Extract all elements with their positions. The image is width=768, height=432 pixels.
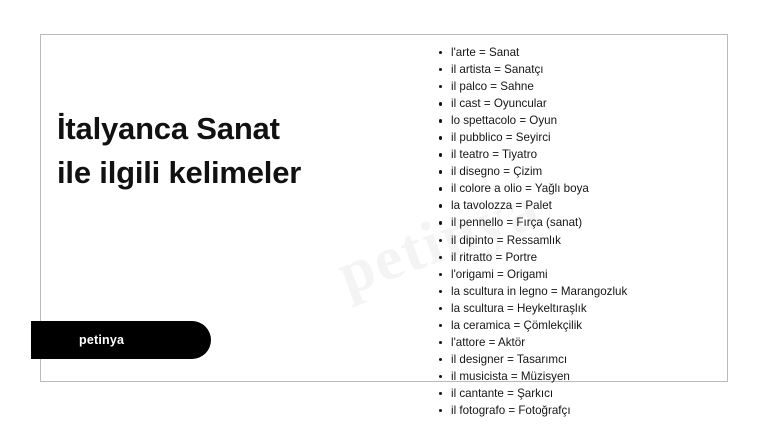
title-block <box>57 107 457 195</box>
word-list <box>437 44 709 419</box>
list-item: il designer = Tasarımcı <box>437 351 709 368</box>
list-item: il palco = Sahne <box>437 78 709 95</box>
list-item: il colore a olio = Yağlı boya <box>437 180 709 197</box>
list-item: l'arte = Sanat <box>437 44 709 61</box>
list-item: il ritratto = Portre <box>437 249 709 266</box>
list-item: l'origami = Origami <box>437 266 709 283</box>
list-item: il dipinto = Ressamlık <box>437 232 709 249</box>
list-item: la tavolozza = Palet <box>437 197 709 214</box>
list-item: il fotografo = Fotoğrafçı <box>437 402 709 419</box>
list-item: il teatro = Tiyatro <box>437 146 709 163</box>
list-item: il pennello = Fırça (sanat) <box>437 214 709 231</box>
list-item: la scultura in legno = Marangozluk <box>437 283 709 300</box>
list-item: lo spettacolo = Oyun <box>437 112 709 129</box>
list-item: la ceramica = Çömlekçilik <box>437 317 709 334</box>
brand-label: petinya <box>79 333 125 347</box>
list-item: il pubblico = Seyirci <box>437 129 709 146</box>
vocabulary-card <box>40 34 728 417</box>
list-item: il disegno = Çizim <box>437 163 709 180</box>
list-item: il artista = Sanatçı <box>437 61 709 78</box>
page-title-line-2: ile ilgili kelimeler <box>57 155 302 191</box>
page-title-line-1: İtalyanca Sanat <box>57 111 280 146</box>
list-item: il cantante = Şarkıcı <box>437 385 709 402</box>
list-item: il cast = Oyuncular <box>437 95 709 112</box>
list-item: l'attore = Aktör <box>437 334 709 351</box>
list-item: la scultura = Heykeltıraşlık <box>437 300 709 317</box>
list-item: il musicista = Müzisyen <box>437 368 709 385</box>
brand-pill <box>31 321 211 359</box>
